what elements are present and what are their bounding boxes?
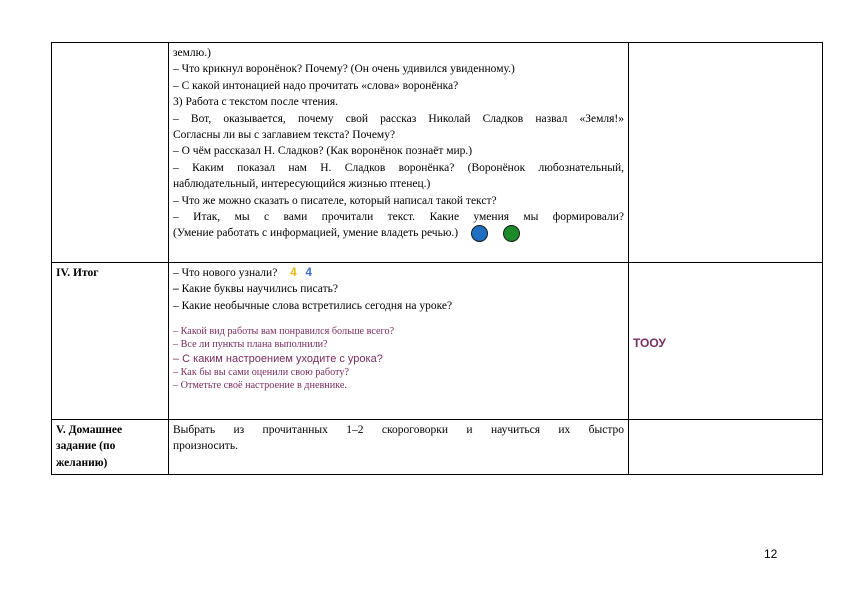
lesson-plan-table — [51, 42, 823, 475]
text-line — [173, 265, 624, 281]
text-fragment: – Что нового узнали? — [173, 267, 278, 279]
text-line: произносить. — [173, 440, 238, 453]
reflection-line: – Отметьте своё настроение в дневнике. — [173, 380, 347, 392]
spacer — [173, 314, 624, 324]
text-line: – Вот, оказывается, почему свой рассказ Николай Сладков назвал «Земля!» — [173, 112, 624, 125]
bold-dash: – — [173, 283, 179, 296]
note-label: ТООУ — [633, 336, 666, 350]
page-number: 12 — [764, 547, 778, 561]
reflection-line: – Какой вид работы вам понравился больше всего? — [173, 326, 395, 338]
reflection-line: – С каким настроением уходите с урока? — [173, 353, 383, 366]
yellow-number: 4 — [290, 267, 297, 279]
text-line: – Какие необычные слова встретились сегодня на уроке? — [173, 299, 453, 312]
table-row — [52, 43, 823, 263]
text-line: – Каким показал нам Н. Сладков воронёнка? (Воронёнок любознательный, — [173, 161, 624, 174]
text-line: наблюдательный, интересующийся жизнью птенец.) — [173, 178, 431, 191]
table-row — [52, 263, 823, 420]
stage-cell — [52, 420, 169, 475]
text-line: – Что же можно сказать о писателе, который написал такой текст? — [173, 194, 497, 207]
text-fragment: Какие буквы научились писать? — [178, 283, 338, 296]
reflection-line: – Все ли пункты плана выполнили? — [173, 339, 328, 351]
text-line: – Что крикнул воронёнок? Почему? (Он очень удивился увиденному.) — [173, 63, 515, 76]
text-fragment: (Умение работать с информацией, умение владеть речью.) — [173, 227, 459, 240]
text-line: – Итак, мы с вами прочитали текст. Какие умения мы формировали? — [173, 211, 624, 224]
text-line: Согласны ли вы с заглавием текста? Почему? — [173, 129, 396, 142]
stage-cell — [52, 43, 169, 263]
stage-title: V. Домашнее задание (по желанию) — [56, 424, 123, 469]
text-line — [173, 281, 624, 297]
activity-cell — [169, 420, 629, 475]
text-line: землю.) — [173, 47, 211, 59]
text-line: 3) Работа с текстом после чтения. — [173, 96, 339, 109]
blue-number: 4 — [305, 267, 312, 279]
stage-title: IV. Итог — [56, 267, 99, 279]
green-circle-icon — [503, 225, 520, 242]
text-line-with-markers — [173, 225, 624, 242]
activity-cell — [169, 263, 629, 420]
notes-cell — [629, 420, 823, 475]
notes-cell — [629, 263, 823, 420]
text-line: – О чём рассказал Н. Сладков? (Как воронёнок познаёт мир.) — [173, 145, 473, 158]
table-row — [52, 420, 823, 475]
notes-cell — [629, 43, 823, 263]
activity-cell — [169, 43, 629, 263]
blue-circle-icon — [471, 225, 488, 242]
text-line: – С какой интонацией надо прочитать «слова» воронёнка? — [173, 79, 459, 92]
stage-cell — [52, 263, 169, 420]
reflection-line: – Как бы вы сами оценили свою работу? — [173, 367, 349, 379]
text-line: Выбрать из прочитанных 1–2 скороговорки и научиться их быстро — [173, 424, 624, 436]
